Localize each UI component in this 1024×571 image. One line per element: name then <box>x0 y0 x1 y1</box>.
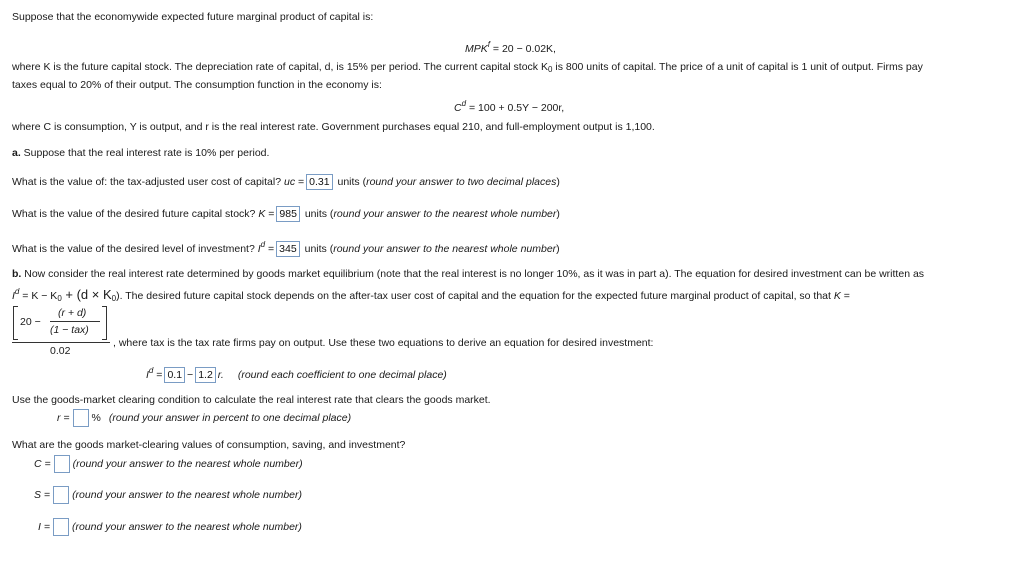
q2-close: ) <box>556 207 560 220</box>
c-input[interactable] <box>54 455 70 473</box>
para1-text-b: is 800 units of capital. The price of a unit of capital is 1 unit of output. Firms pay <box>552 61 923 73</box>
q2-hint: round your answer to the nearest whole number <box>333 207 557 220</box>
r-row <box>57 409 351 427</box>
frac-inner-bar <box>50 321 100 322</box>
inv-hint: (round each coefficient to one decimal place) <box>237 369 447 381</box>
pb-end: = <box>840 290 850 302</box>
pb-text-b: + (d × K <box>61 287 112 302</box>
inv-eq: = <box>153 369 163 381</box>
r-hint: (round your answer in percent to one decimal place) <box>108 411 352 424</box>
r-label: r = <box>57 411 70 424</box>
inv-sup: d <box>148 366 154 375</box>
c-lhs: C <box>454 102 462 114</box>
i-label: I = <box>38 520 50 533</box>
k-answer-field[interactable]: 985 <box>276 206 300 222</box>
q1-eq: = <box>295 175 305 188</box>
q3-close: ) <box>556 243 560 255</box>
c-rhs: = 100 + 0.5Y − 200r, <box>466 102 565 114</box>
pb-i: I <box>12 290 15 302</box>
para2: where C is consumption, Y is output, and r is the real interest rate. Government purchases equal 210, and full-employment output is 1,100. <box>12 121 655 133</box>
c-row <box>34 455 303 473</box>
i-row <box>38 518 302 536</box>
pb-sub-a: 0 <box>57 294 62 303</box>
part-a-label: a. <box>12 147 21 159</box>
frac-den: 0.02 <box>50 345 71 357</box>
question-k <box>12 206 560 222</box>
para1-line1 <box>12 60 923 77</box>
id-answer-field[interactable]: 345 <box>276 241 300 257</box>
q1-units: units ( <box>334 175 367 188</box>
q2-var: K <box>258 207 266 220</box>
part-a-text: Suppose that the real interest rate is 10% per period. <box>20 147 270 159</box>
inv-minus: − <box>187 369 194 381</box>
inv-r: r. <box>217 369 224 381</box>
s-row <box>34 486 302 504</box>
q3-hint: round your answer to the nearest whole number <box>333 243 557 255</box>
values-question: What are the goods market-clearing values of consumption, saving, and investment? <box>12 439 406 451</box>
mpk-equation <box>465 38 556 56</box>
part-b-text: Now consider the real interest rate determined by goods market equilibrium (note that the real interest is no longer 10%, as it was in part a). The equation for desired investment can be written as <box>21 268 925 280</box>
question-id <box>12 238 560 257</box>
i-hint: (round your answer to the nearest whole number) <box>71 520 302 533</box>
c-sup: d <box>461 99 467 108</box>
mpk-lhs: MPK <box>465 43 488 55</box>
pb-k: K <box>833 290 841 302</box>
goods-market-text: Use the goods-market clearing condition to calculate the real interest rate that clears the goods market. <box>12 394 491 406</box>
pb-sub-b: 0 <box>111 294 117 303</box>
question-uc <box>12 174 560 190</box>
q1-close: ) <box>556 175 560 188</box>
investment-equation <box>146 364 447 383</box>
coef2-answer-field[interactable]: 1.2 <box>195 367 216 383</box>
c-label: C = <box>34 457 51 470</box>
pb-text-a: = K − K <box>19 290 58 302</box>
q3-units: units ( <box>301 243 334 255</box>
q3-var: I <box>257 243 261 255</box>
q2-units: units ( <box>301 207 334 220</box>
q3-text: What is the value of the desired level of investment? <box>12 243 258 255</box>
part-b-line2 <box>12 285 850 306</box>
r-unit: % <box>91 411 101 424</box>
inv-i: I <box>146 369 149 381</box>
mpk-rhs: = 20 − 0.02K, <box>490 43 556 55</box>
bracket-left <box>13 306 18 340</box>
q3-eq: = <box>265 243 275 255</box>
para1-line2: taxes equal to 20% of their output. The consumption function in the economy is: <box>12 79 382 91</box>
frac-20: 20 − <box>20 316 41 328</box>
intro-text: Suppose that the economywide expected future marginal product of capital is: <box>12 11 374 23</box>
s-label: S = <box>34 488 51 501</box>
part-a-heading <box>12 146 269 160</box>
q1-hint: round your answer to two decimal places <box>366 175 557 188</box>
mpk-sup: f <box>487 40 490 49</box>
para1-text-a: where K is the future capital stock. The depreciation rate of capital, d, is 15% per period. The current capital stock K <box>12 61 548 73</box>
frac-main-bar <box>12 342 110 343</box>
part-b-line1 <box>12 267 924 281</box>
r-input[interactable] <box>73 409 89 427</box>
coef1-answer-field[interactable]: 0.1 <box>164 367 185 383</box>
uc-answer-field[interactable]: 0.31 <box>306 174 332 190</box>
bracket-right <box>102 306 107 340</box>
s-input[interactable] <box>53 486 69 504</box>
q2-eq: = <box>265 207 275 220</box>
frac-inner-den: (1 − tax) <box>50 324 89 336</box>
frac-after-text: , where tax is the tax rate firms pay on output. Use these two equations to derive an equation for desired investment: <box>113 337 654 349</box>
pb-sup: d <box>14 287 20 296</box>
para1-sub: 0 <box>547 65 553 74</box>
q3-sup: d <box>260 240 266 249</box>
s-hint: (round your answer to the nearest whole number) <box>72 488 303 501</box>
q1-text: What is the value of: the tax-adjusted user cost of capital? <box>12 175 284 188</box>
frac-inner-num: (r + d) <box>58 307 87 319</box>
part-b-label: b. <box>12 268 22 280</box>
i-input[interactable] <box>53 518 69 536</box>
q2-text: What is the value of the desired future capital stock? <box>12 207 259 220</box>
c-hint: (round your answer to the nearest whole number) <box>72 457 303 470</box>
pb-text-c: ). The desired future capital stock depends on the after-tax user cost of capital and the equation for the expected future marginal product of capital, so that <box>116 290 834 302</box>
q1-var: uc <box>283 175 296 188</box>
consumption-equation <box>454 97 564 115</box>
